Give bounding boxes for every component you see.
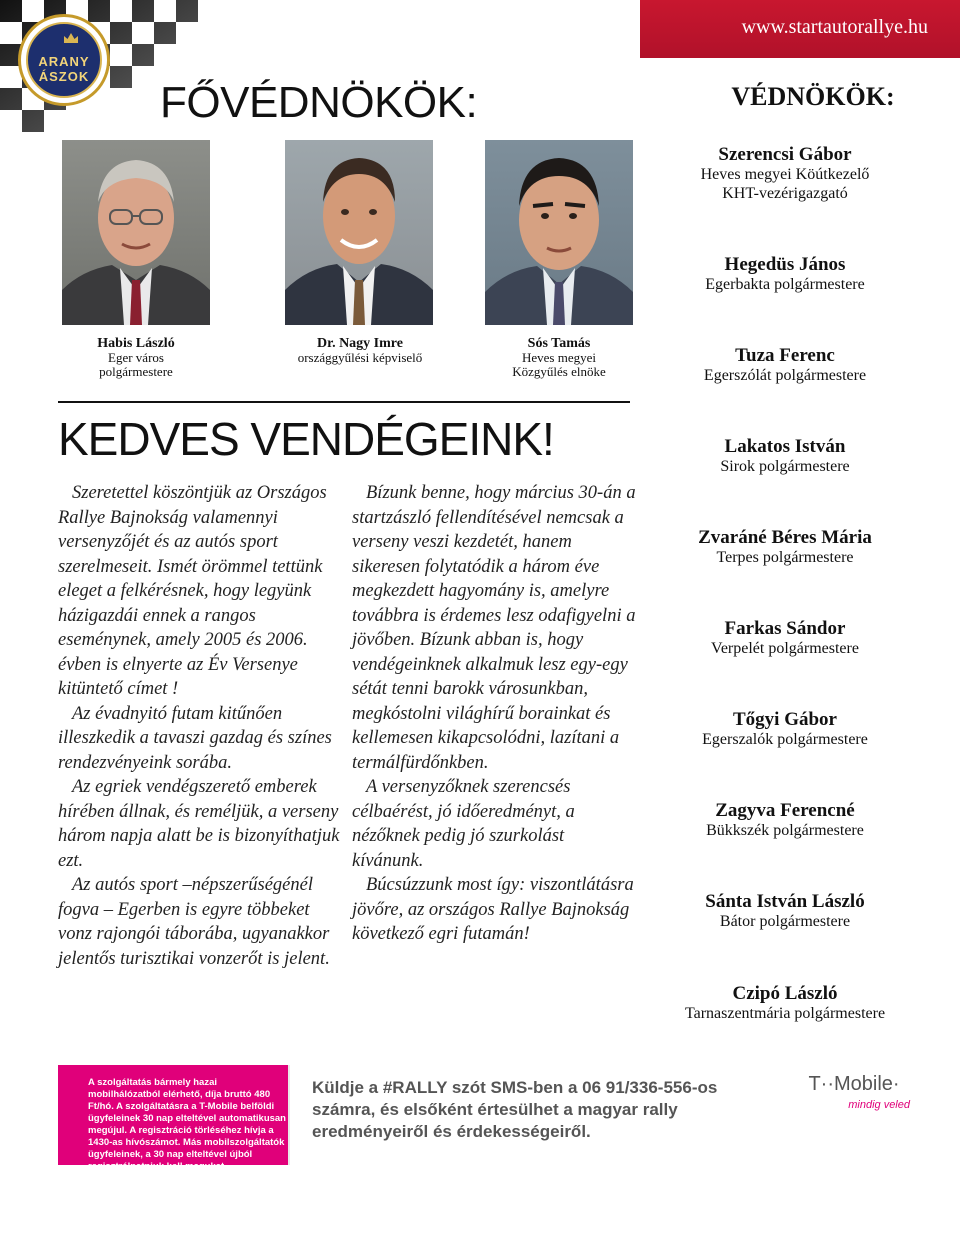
patron-entry xyxy=(640,144,930,203)
patron-role: Egerszalók polgármestere xyxy=(702,731,868,748)
website-banner xyxy=(640,0,960,58)
patron-role: Tarnaszentmária polgármestere xyxy=(684,1005,886,1022)
welcome-paragraph: Az évadnyitó futam kitűnően illeszkedik a tavaszi gazdag és színes rendezvényeink sorába. xyxy=(58,703,332,773)
patron-entry xyxy=(640,618,930,658)
tmobile-advertisement[interactable] xyxy=(58,1065,918,1172)
ad-brand-panel xyxy=(790,1065,918,1165)
patron-entry xyxy=(640,709,930,749)
patron-name: Hegedüs János xyxy=(724,254,846,275)
logo-ring xyxy=(26,22,102,98)
patron-name: Habis László xyxy=(97,336,175,351)
patron-role: Sirok polgármestere xyxy=(720,458,850,475)
portrait-photo-sos xyxy=(485,140,633,325)
patron-role: Eger város xyxy=(108,350,164,365)
patron-role: Terpes polgármestere xyxy=(716,549,854,566)
patron-name: Lakatos István xyxy=(724,436,846,457)
patron-name: Zagyva Ferencné xyxy=(715,800,855,821)
caption-sos xyxy=(475,337,643,379)
patron-role: Közgyűlés elnöke xyxy=(512,364,606,379)
patron-name: Szerencsi Gábor xyxy=(718,144,852,165)
logo-word-2: ÁSZOK xyxy=(38,69,90,84)
welcome-paragraph: Az autós sport –népszerűségénél fogva – Egerben is egyre többeket vonz rajongói táborába, ugyanakkor jelentős turisztikai vonzerőt is jelent. xyxy=(58,875,330,969)
patron-role: Heves megyei xyxy=(521,350,596,365)
patron-entry xyxy=(640,345,930,385)
website-url[interactable]: www.startautorallye.hu xyxy=(741,16,928,38)
patron-name: Sós Tamás xyxy=(527,336,591,351)
caption-habis xyxy=(52,337,220,379)
portrait-photo-habis xyxy=(62,140,210,325)
patron-name: Tőgyi Gábor xyxy=(733,709,837,730)
logo-word-1: ARANY xyxy=(38,54,90,69)
patron-entry xyxy=(640,891,930,931)
patron-entry xyxy=(640,436,930,476)
patron-name: Tuza Ferenc xyxy=(735,345,835,366)
patron-role: Heves megyei Köútkezelő xyxy=(700,166,870,183)
arany-aszok-logo xyxy=(18,14,110,106)
patrons-title: VÉDNÖKÖK: xyxy=(731,82,895,111)
welcome-text-left-column xyxy=(58,481,340,971)
patron-name: Dr. Nagy Imre xyxy=(317,336,403,351)
ad-message-panel xyxy=(290,1065,790,1165)
patron-role: országgyűlési képviselő xyxy=(297,350,423,365)
section-divider xyxy=(58,401,630,403)
welcome-paragraph: Az egriek vendégszerető emberek hírében állnak, és reméljük, a verseny három napja alatt be is bizonyíthatjuk ezt. xyxy=(58,777,340,871)
patron-entry xyxy=(640,983,930,1023)
portrait-photo-nagy xyxy=(285,140,433,325)
welcome-paragraph: Búcsúzzunk most így: viszontlátásra jövőre, az országos Rallye Bajnokság következő egri futamán! xyxy=(352,875,634,944)
tmobile-tagline: mindig veled xyxy=(848,1099,910,1111)
main-patrons-title: FŐVÉDNÖKÖK: xyxy=(160,78,478,127)
patron-role: polgármestere xyxy=(99,364,173,379)
ad-message: Küldje a #RALLY szót SMS-ben a 06 91/336-556-os számra, és elsőként értesülhet a magyar rally eredményeiről és érdekességeiről. xyxy=(312,1078,718,1141)
patron-entry xyxy=(640,800,930,840)
patron-role: Verpelét polgármestere xyxy=(711,640,859,657)
patron-name: Farkas Sándor xyxy=(724,618,846,639)
crown-icon xyxy=(64,33,78,43)
welcome-paragraph: Szeretettel köszöntjük az Országos Rallye Bajnokság valamennyi versenyzőjét és az autós sport szerelmeseit. Ismét örömmel tettünk eleget a felkérésnek, hogy legyünk házigazdái ennek a rangos eseménynek, amely 2005 és 2006. évben is elnyerte az Év Versenye kitüntető címet ! xyxy=(58,483,327,699)
patron-role: Egerbakta polgármestere xyxy=(705,276,865,293)
patron-name: Sánta István László xyxy=(705,891,865,912)
ad-fine-print: A szolgáltatás bármely hazai mobilhálózatból elérhető, díja bruttó 480 Ft/hó. A szolgáltatásra a T-Mobile belföldi ügyfeleinek 30 nap elteltével automatikusan megújul. A regisztráció törléséhez hívja a 1430-as hívószámot. Más mobilszolgáltatók ügyfeleinek, a 30 nap elteltével újból regisztrálnatniuk kell magukat. xyxy=(88,1077,286,1172)
patron-entry xyxy=(640,527,930,567)
ad-fine-print-panel xyxy=(58,1065,288,1172)
tmobile-logo: T··Mobile· xyxy=(808,1073,900,1095)
welcome-paragraph: A versenyzőknek szerencsés célbaérést, jó időeredményt, a nézőknek pedig jó szurkolást kívánunk. xyxy=(352,777,575,871)
patron-role: KHT-vezérigazgató xyxy=(722,185,848,202)
patron-role: Egerszólát polgármestere xyxy=(703,367,867,384)
patron-name: Czipó László xyxy=(732,983,838,1004)
patron-role: Bükkszék polgármestere xyxy=(706,822,864,839)
welcome-title: KEDVES VENDÉGEINK! xyxy=(58,413,554,465)
caption-nagy xyxy=(260,337,460,365)
welcome-paragraph: Bízunk benne, hogy március 30-án a startzászló fellendítésével nemcsak a verseny veszi kezdetét, hanem sikeresen folytatódik a három éve megkezdett hagyomány is, amelyre továbbra is érdemes lesz odafigyelni a jövőben. Bízunk abban is, hogy vendégeinknek alkalmuk lesz egy-egy sétát tenni barokk városunkban, megkóstolni világhírű borainkat és kellemesen kikapcsolódni, lazítani a termálfürdőnkben. xyxy=(352,483,636,773)
welcome-text-right-column xyxy=(352,481,638,947)
patron-role: Bátor polgármestere xyxy=(719,913,851,930)
patron-entry xyxy=(640,254,930,294)
patron-name: Zvaráné Béres Mária xyxy=(698,527,872,548)
